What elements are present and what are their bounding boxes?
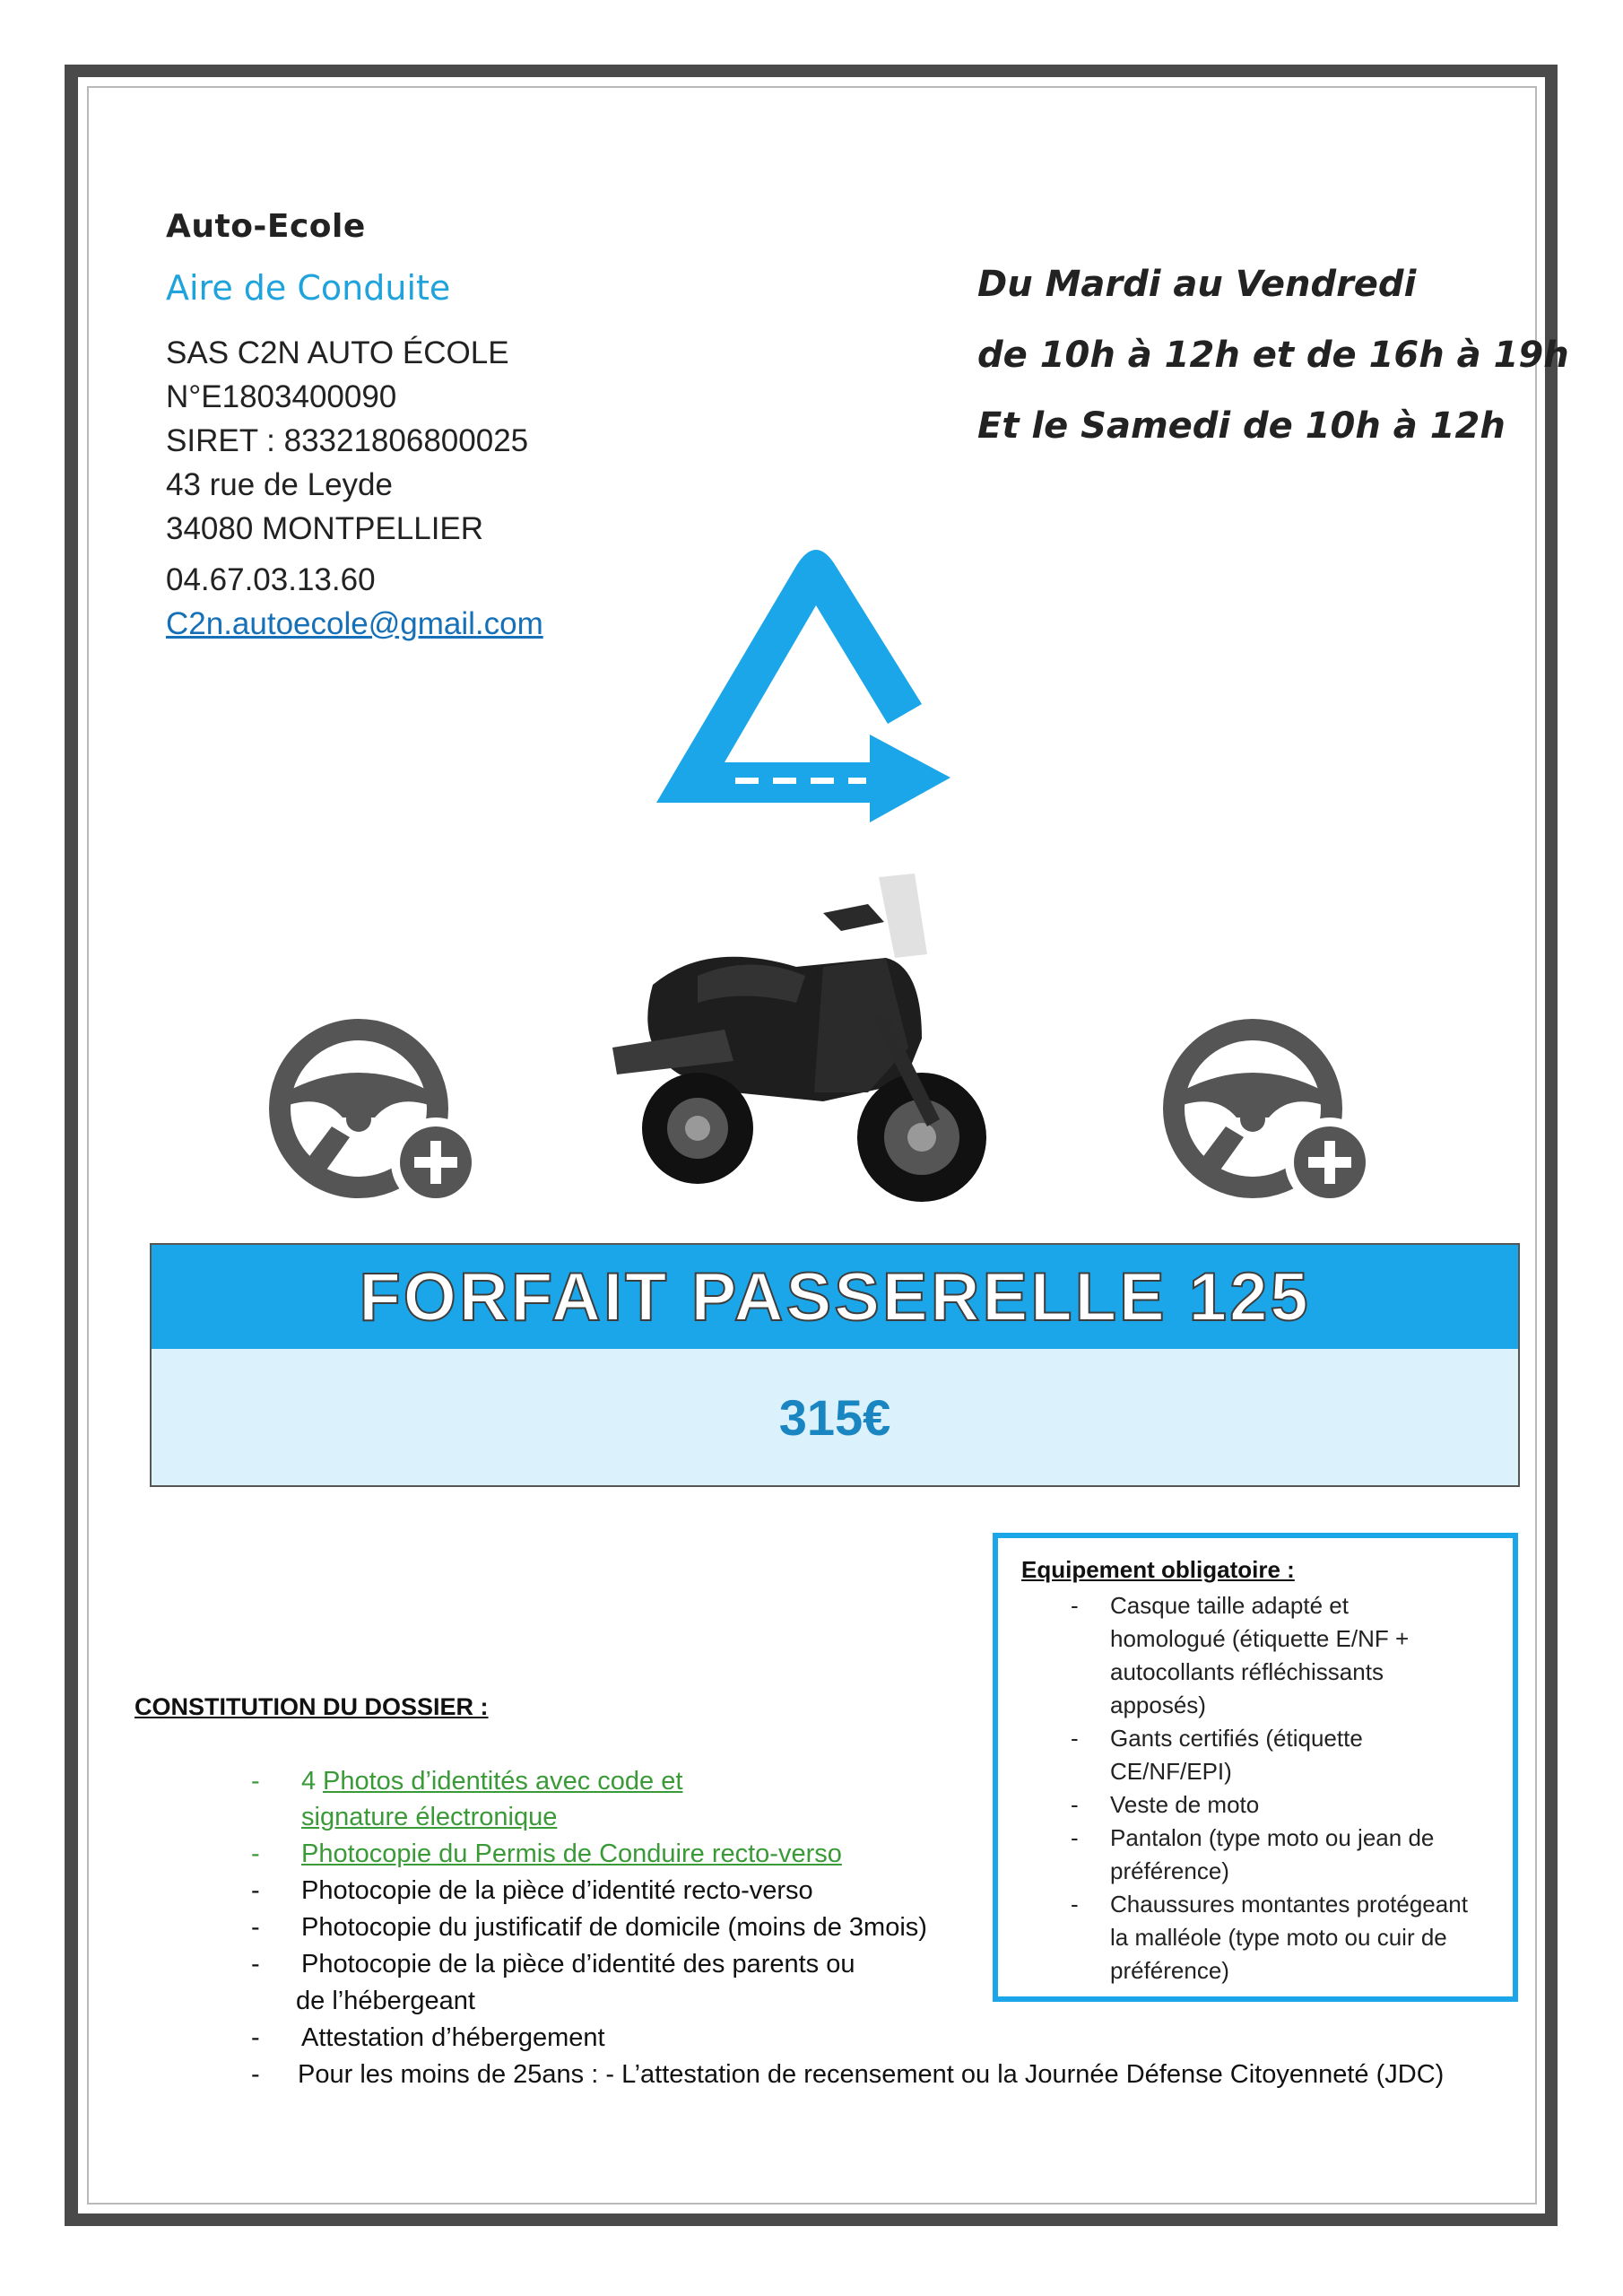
aire-de-conduite-logo xyxy=(646,534,1022,830)
equipment-item-gloves xyxy=(1021,1722,1495,1788)
dossier-dash: - xyxy=(251,1839,260,1868)
frame-corner-tr2 xyxy=(1545,65,1558,118)
hours-line-3: Et le Samedi de 10h à 12h xyxy=(977,405,1506,447)
equipment-list xyxy=(1021,1589,1495,1987)
dossier-dash: - xyxy=(251,1913,260,1942)
equipment-item-trousers xyxy=(1021,1822,1495,1888)
equipment-dash: - xyxy=(1071,1791,1079,1818)
street-address: 43 rue de Leyde xyxy=(166,467,393,502)
dossier-item-parents-cont xyxy=(296,1987,475,2016)
city-address: 34080 MONTPELLIER xyxy=(166,511,484,546)
dossier-item-parents-line1: Photocopie de la pièce d’identité des parents ou xyxy=(301,1950,855,1979)
frame-corner-tl2 xyxy=(65,65,78,118)
equipment-item-jacket xyxy=(1021,1788,1495,1822)
equipment-line: préférence) xyxy=(1110,1857,1229,1884)
dossier-item-photos-cont xyxy=(301,1803,557,1832)
email-link[interactable]: C2n.autoecole@gmail.com xyxy=(166,606,543,641)
brand-name: Aire de Conduite xyxy=(166,268,451,308)
equipment-dash: - xyxy=(1071,1592,1079,1619)
dossier-item-photos-prefix: 4 xyxy=(301,1767,317,1796)
steering-wheel-plus-icon xyxy=(1163,1019,1378,1207)
dossier-item-under25-text: Pour les moins de 25ans : - L’attestation de recensement ou la Journée Défense Citoyenneté (JDC) xyxy=(298,2060,1445,2089)
company-name: SAS C2N AUTO ÉCOLE xyxy=(166,335,509,370)
equipment-line: Veste de moto xyxy=(1110,1791,1260,1818)
equipment-box xyxy=(993,1533,1518,2002)
siret-number: SIRET : 83321806800025 xyxy=(166,423,529,458)
dossier-item-license-text: Photocopie du Permis de Conduire recto-verso xyxy=(301,1839,842,1868)
equipment-line: CE/NF/EPI) xyxy=(1110,1758,1232,1785)
school-label: Auto-Ecole xyxy=(166,208,366,245)
dossier-dash: - xyxy=(251,1767,260,1796)
equipment-line: Pantalon (type moto ou jean de xyxy=(1110,1824,1435,1851)
steering-wheel-plus-icon xyxy=(269,1019,484,1207)
equipment-item-helmet xyxy=(1021,1589,1495,1722)
scooter-image xyxy=(599,868,1020,1218)
dossier-item-photos-line2: signature électronique xyxy=(301,1803,558,1831)
offer-price: 315€ xyxy=(778,1388,891,1446)
dossier-dash: - xyxy=(251,1876,260,1905)
equipment-line: autocollants réfléchissants xyxy=(1110,1658,1384,1685)
agreement-number: N°E1803400090 xyxy=(166,379,397,414)
equipment-line: apposés) xyxy=(1110,1692,1206,1718)
dossier-dash: - xyxy=(251,2023,260,2052)
hours-line-2: de 10h à 12h et de 16h à 19h xyxy=(977,335,1569,376)
phone-number: 04.67.03.13.60 xyxy=(166,562,376,597)
dossier-dash: - xyxy=(251,1950,260,1979)
equipment-line: préférence) xyxy=(1110,1957,1229,1984)
dossier-dash: - xyxy=(251,2060,260,2089)
offer-price-box xyxy=(150,1349,1520,1487)
equipment-line: la malléole (type moto ou cuir de xyxy=(1110,1924,1447,1951)
equipment-dash: - xyxy=(1071,1891,1079,1918)
equipment-line: Gants certifiés (étiquette xyxy=(1110,1725,1363,1752)
equipment-line: homologué (étiquette E/NF + xyxy=(1110,1625,1410,1652)
equipment-dash: - xyxy=(1071,1824,1079,1851)
offer-title: FORFAIT PASSERELLE 125 xyxy=(359,1258,1311,1335)
equipment-line: Casque taille adapté et xyxy=(1110,1592,1349,1619)
equipment-dash: - xyxy=(1071,1725,1079,1752)
hours-line-1: Du Mardi au Vendredi xyxy=(977,264,1417,305)
opening-hours xyxy=(977,249,1569,462)
equipment-line: Chaussures montantes protégeant xyxy=(1110,1891,1468,1918)
dossier-item-parents-line2: de l’hébergeant xyxy=(296,1987,475,2015)
offer-title-box xyxy=(150,1243,1520,1351)
dossier-item-photos-line1: Photos d’identités avec code et xyxy=(323,1767,683,1796)
equipment-item-shoes xyxy=(1021,1888,1495,1987)
dossier-heading: CONSTITUTION DU DOSSIER : xyxy=(135,1693,489,1720)
frame-top xyxy=(115,65,1519,77)
dossier-item-id-text: Photocopie de la pièce d’identité recto-verso xyxy=(301,1876,813,1905)
frame-left xyxy=(65,115,78,2215)
frame-bottom xyxy=(65,2213,1558,2226)
equipment-heading: Equipement obligatoire : xyxy=(1021,1556,1295,1583)
dossier-item-domicile-text: Photocopie du justificatif de domicile (moins de 3mois) xyxy=(301,1913,927,1942)
dossier-item-accommodation-text: Attestation d’hébergement xyxy=(301,2023,605,2052)
contact-block xyxy=(166,208,543,646)
